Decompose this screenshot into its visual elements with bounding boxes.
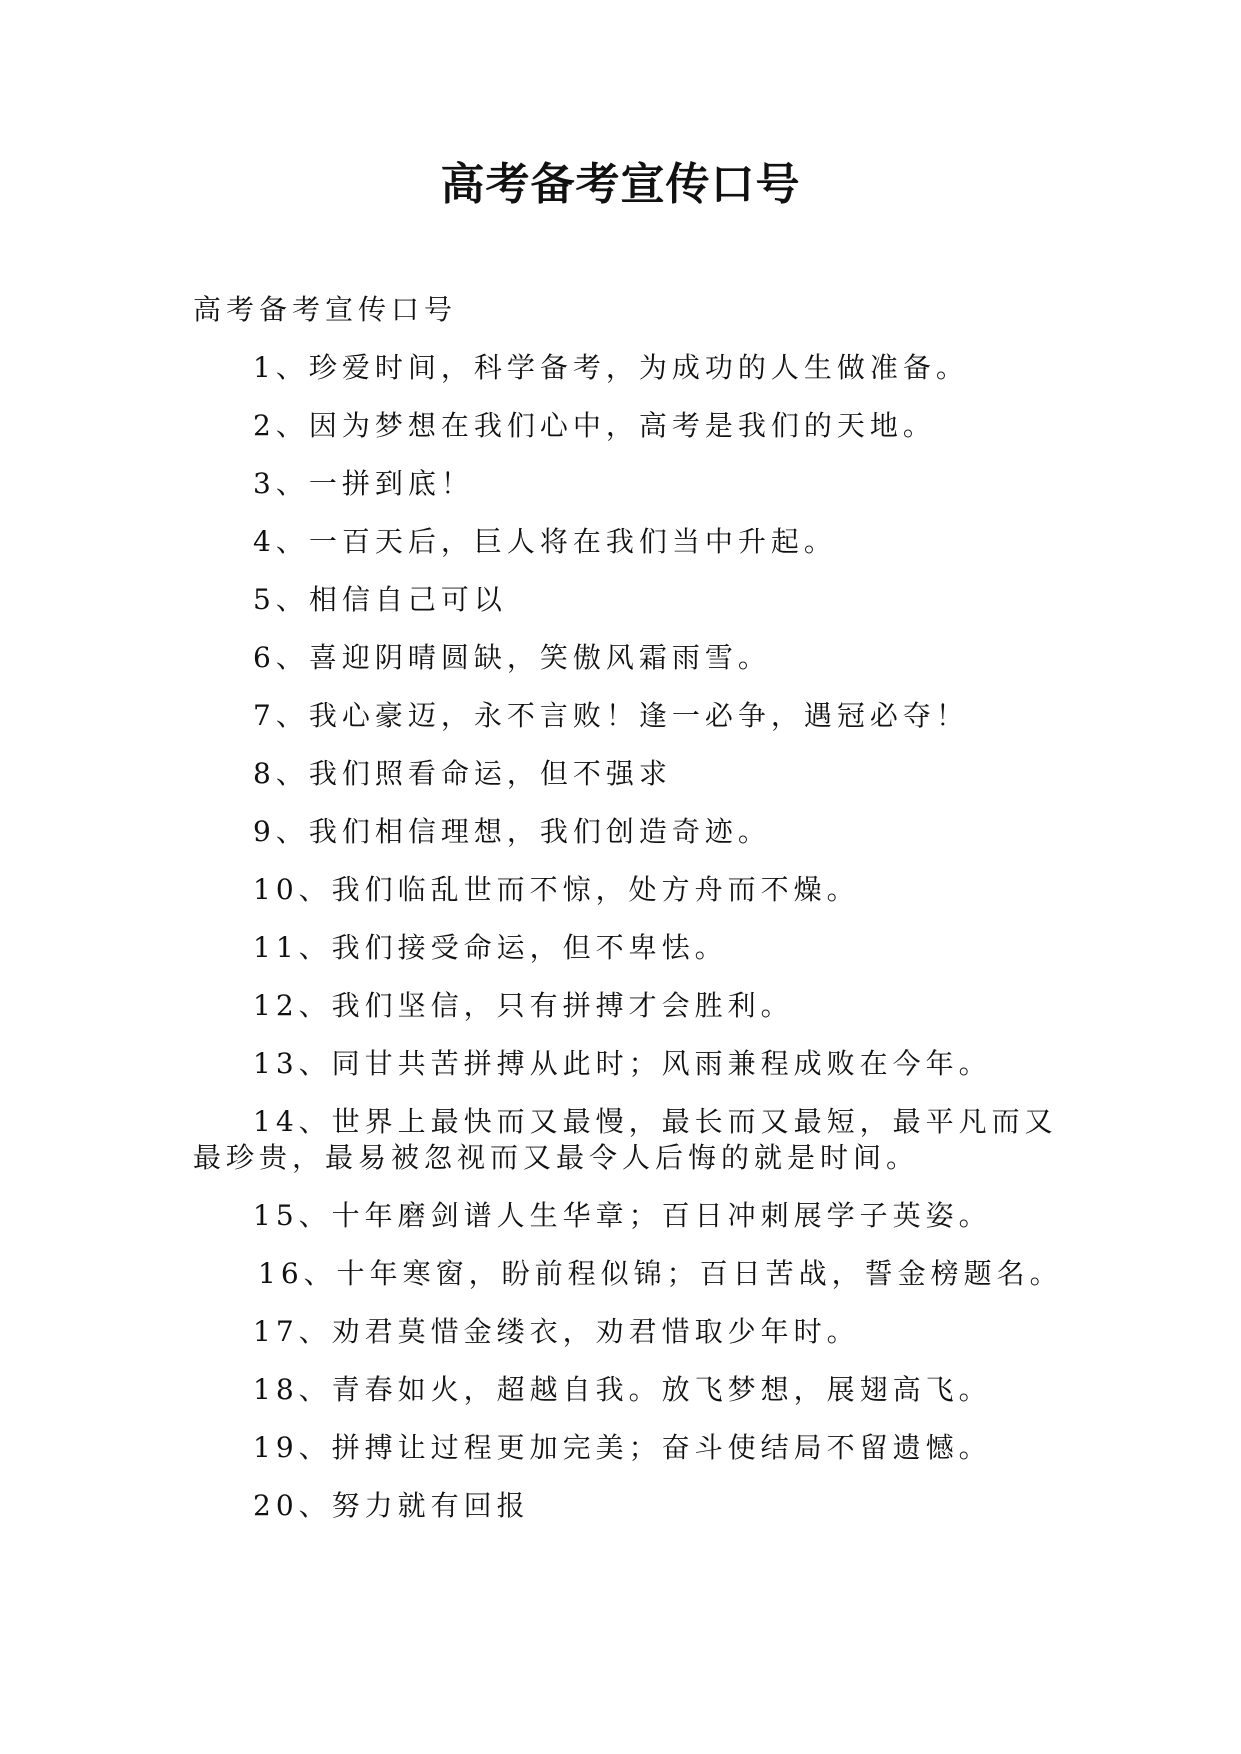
document-subtitle: 高考备考宣传口号 — [193, 293, 458, 326]
slogan-item: 10、我们临乱世而不惊，处方舟而不燥。 — [253, 873, 860, 906]
slogan-item: 4、一百天后，巨人将在我们当中升起。 — [253, 525, 837, 558]
slogan-item: 19、拼搏让过程更加完美；奋斗使结局不留遗憾。 — [253, 1431, 992, 1464]
slogan-item: 20、努力就有回报 — [253, 1489, 530, 1522]
slogan-item: 5、相信自己可以 — [253, 583, 507, 616]
slogan-item: 9、我们相信理想，我们创造奇迹。 — [253, 815, 771, 848]
slogan-item: 11、我们接受命运，但不卑怯。 — [253, 931, 728, 964]
slogan-list — [193, 350, 1073, 1524]
slogan-item: 16、十年寒窗，盼前程似锦；百日苦战，誓金榜题名。 — [258, 1257, 1063, 1290]
document-body — [193, 292, 1073, 1546]
slogan-item: 18、青春如火，超越自我。放飞梦想，展翅高飞。 — [253, 1373, 992, 1406]
slogan-item: 7、我心豪迈，永不言败！逢一必争，遇冠必夺！ — [253, 699, 969, 732]
slogan-item: 3、一拼到底！ — [253, 467, 474, 500]
slogan-item: 2、因为梦想在我们心中，高考是我们的天地。 — [253, 409, 936, 442]
document-title: 高考备考宣传口号 — [440, 159, 801, 210]
slogan-item: 1、珍爱时间，科学备考，为成功的人生做准备。 — [253, 351, 969, 384]
slogan-item: 12、我们坚信，只有拼搏才会胜利。 — [253, 989, 794, 1022]
slogan-item: 13、同甘共苦拼搏从此时；风雨兼程成败在今年。 — [253, 1047, 992, 1080]
slogan-item: 8、我们照看命运，但不强求 — [253, 757, 672, 790]
slogan-item: 15、十年磨剑谱人生华章；百日冲刺展学子英姿。 — [253, 1199, 992, 1232]
slogan-item: 17、劝君莫惜金缕衣，劝君惜取少年时。 — [253, 1315, 860, 1348]
slogan-item: 6、喜迎阴晴圆缺，笑傲风霜雨雪。 — [253, 641, 771, 674]
slogan-item: 14、世界上最快而又最慢，最长而又最短，最平凡而又最珍贵，最易被忽视而又最令人后悔的就是时间。 — [193, 1105, 1058, 1174]
